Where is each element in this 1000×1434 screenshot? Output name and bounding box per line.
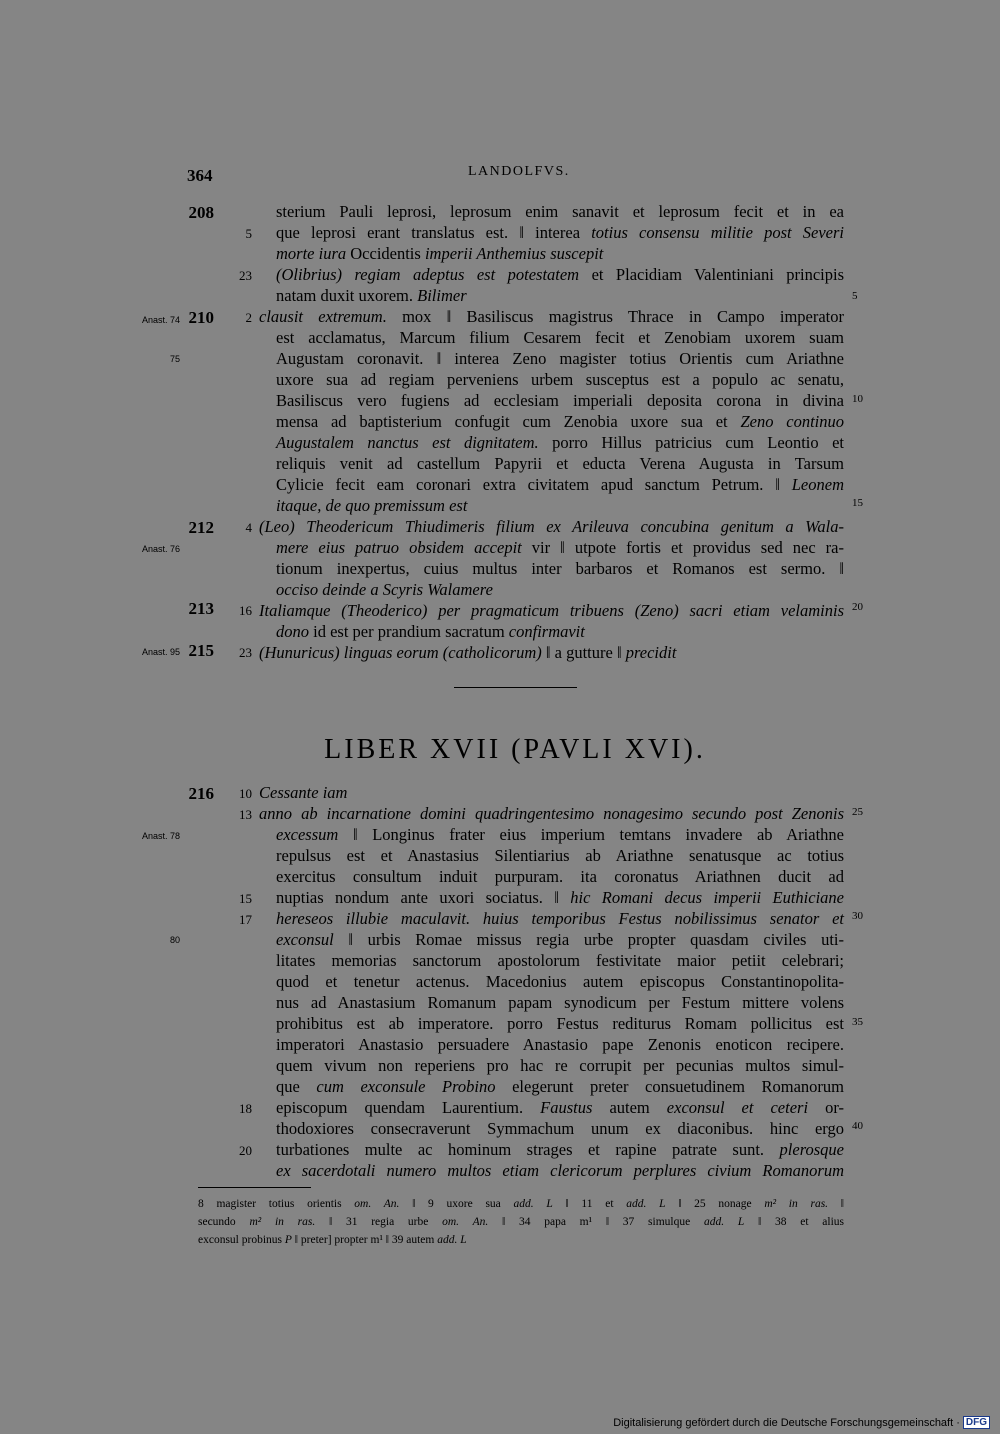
- text-run: Augustam coronavit. ‖ interea Zeno magister totius Orientis cum Ariathne: [276, 349, 844, 368]
- line-count: 35: [852, 1016, 863, 1028]
- text-line: [276, 824, 844, 845]
- source-note: Anast. 95: [141, 647, 180, 657]
- running-head: LANDOLFVS.: [468, 164, 570, 179]
- italic-run: Augustalem nanctus est dignitatem.: [276, 433, 539, 452]
- source-line-number: 4: [245, 520, 252, 535]
- italic-run: totius consensu militie post Severi: [591, 223, 844, 242]
- margin-ref: 212: [188, 518, 214, 537]
- text-run: ‖ urbis Romae missus regia urbe propter quasdam civiles uti-: [333, 930, 844, 949]
- source-line-number: 10: [239, 786, 252, 801]
- footnote-rule: [198, 1187, 311, 1188]
- text-run: tionum inexpertus, cuius multus inter barbaros et Romanos est sermo. ‖: [276, 559, 844, 578]
- text-line: [276, 558, 844, 579]
- italic-run: (Olibrius) regiam adeptus est potestatem: [276, 265, 580, 284]
- text-run: 8 magister totius orientis: [198, 1198, 355, 1210]
- text-run: ‖ preter] propter m¹ ‖ 39 autem: [291, 1234, 438, 1246]
- text-line: [276, 1139, 844, 1160]
- text-run: elegerunt preter consuetudinem Romanorum: [495, 1077, 845, 1096]
- italic-run: Zeno continuo: [740, 412, 844, 431]
- line-count: 5: [852, 290, 858, 302]
- source-note: 80: [170, 935, 181, 945]
- text-run: prohibitus est ab imperatore. porro Festus rediturus Romam pollicitus est: [276, 1014, 844, 1033]
- text-run: vir ‖ utpote fortis et providus sed nec ra-: [521, 538, 844, 557]
- text-run: que: [276, 1077, 317, 1096]
- text-run: imperatori Anastasio persuadere Anastasio pape Zenonis enoticon recipere.: [276, 1035, 844, 1054]
- text-run: nuptias nondum ante uxori sociatus. ‖: [276, 888, 571, 907]
- text-run: reliquis venit ad castellum Papyrii et educta Verena Augusta in Tarsum: [276, 454, 844, 473]
- text-run: porro Hillus patricius cum Leontio et: [538, 433, 844, 452]
- text-run: secundo: [198, 1216, 250, 1228]
- italic-run: huius temporibus Festus nobilissimus senator et: [482, 909, 844, 928]
- italic-run: dono: [276, 622, 309, 641]
- italic-run: precidit: [625, 643, 677, 662]
- italic-run: Leonem: [791, 475, 844, 494]
- text-run: ‖ 25 nonage: [665, 1198, 765, 1210]
- source-line-number: 17: [239, 912, 252, 927]
- text-line: [276, 264, 844, 285]
- margin-ref: 210: [188, 308, 214, 327]
- text-run: exercitus consultum induit purpuram. ita coronatus Ariathnen ducit ad: [276, 867, 844, 886]
- text-line: [276, 453, 844, 474]
- line-count: 25: [852, 806, 863, 818]
- margin-ref: 213: [188, 599, 214, 618]
- text-run: autem: [592, 1098, 667, 1117]
- italic-run: imperii Anthemius suscepit: [424, 244, 604, 263]
- italic-run: anno ab incarnatione domini quadringentesimo nonagesimo secundo post Zenonis: [259, 804, 844, 823]
- text-run: ‖ a gutture ‖: [541, 643, 626, 662]
- text-run: Occidentis: [350, 244, 425, 263]
- book-title: LIBER XVII (PAVLI XVI).: [324, 734, 706, 765]
- text-line: [276, 887, 844, 908]
- text-line: [259, 600, 844, 621]
- text-line: [276, 1076, 844, 1097]
- text-line: [276, 1055, 844, 1076]
- text-run: thodoxiores consecraverunt Symmachum unum ex diaconibus. hinc ergo: [276, 1119, 844, 1138]
- text-line: [276, 201, 844, 222]
- text-line: [276, 1097, 844, 1118]
- italic-run: P: [284, 1234, 292, 1246]
- text-run: nus ad Anastasium Romanum papam synodicum per Festum mittere volens: [276, 993, 844, 1012]
- text-line: [276, 327, 844, 348]
- italic-run: m² in ras.: [249, 1216, 316, 1228]
- line-count: 20: [852, 601, 863, 613]
- text-run: mox ‖ Basiliscus magistrus Thrace in Campo imperator: [386, 307, 844, 326]
- line-count: 40: [852, 1120, 863, 1132]
- margin-ref: 215: [188, 641, 214, 660]
- text-run: ‖ 9 uxore sua: [399, 1198, 514, 1210]
- italic-run: occiso deinde a Scyris Walamere: [276, 580, 493, 599]
- line-count: 30: [852, 910, 863, 922]
- source-note: Anast. 76: [141, 544, 180, 554]
- text-run: ‖ 34 papa m¹ ‖ 37 simulque: [488, 1216, 704, 1228]
- page-number: 364: [187, 166, 213, 185]
- text-line: [276, 971, 844, 992]
- italic-run: hic Romani decus imperii Euthiciane: [570, 888, 844, 907]
- text-line: [276, 929, 844, 950]
- text-run: Basiliscus vero fugiens ad ecclesiam imperiali deposita corona in divina: [276, 391, 844, 410]
- italic-run: ex sacerdotali numero multos etiam clericorum perplures civium Romanorum: [276, 1161, 844, 1180]
- text-line: [276, 992, 844, 1013]
- source-line-number: 18: [239, 1101, 252, 1116]
- text-line: [276, 369, 844, 390]
- text-line: [276, 390, 844, 411]
- italic-run: mere eius patruo obsidem accepit: [276, 538, 522, 557]
- italic-run: add. L: [513, 1198, 553, 1210]
- text-run: ‖ 31 regia urbe: [315, 1216, 443, 1228]
- text-line: [276, 222, 844, 243]
- text-line: [259, 306, 844, 327]
- text-line: [259, 782, 844, 803]
- text-line: [276, 1118, 844, 1139]
- text-run: natam duxit uxorem.: [276, 286, 418, 305]
- source-note: Anast. 74: [141, 315, 180, 325]
- italic-run: add. L: [437, 1234, 467, 1246]
- italic-run: Cessante iam: [259, 783, 348, 802]
- italic-run: exconsul et ceteri: [666, 1098, 809, 1117]
- text-line: [276, 950, 844, 971]
- text-run: id est per prandium sacratum: [309, 622, 509, 641]
- italic-run: confirmavit: [508, 622, 585, 641]
- text-run: que leprosi erant translatus est. ‖ interea: [276, 223, 592, 242]
- dfg-logo: DFG: [963, 1416, 990, 1429]
- text-run: ‖ Longinus frater eius imperium temtans invadere ab Ariathne: [338, 825, 844, 844]
- text-line: [276, 866, 844, 887]
- text-run: sterium Pauli leprosi, leprosum enim sanavit et leprosum fecit et in ea: [276, 202, 844, 221]
- line-count: 10: [852, 393, 863, 405]
- text-run: turbationes multe ac hominum strages et rapine patrate sunt.: [276, 1140, 780, 1159]
- text-run: uxore sua ad regiam perveniens urbem susceptus est a populo ac senatu,: [276, 370, 844, 389]
- text-run: ‖: [828, 1198, 844, 1210]
- text-line: [259, 803, 844, 824]
- funding-credit: [613, 1416, 990, 1429]
- text-line: [276, 1160, 844, 1181]
- footnote-line: [198, 1232, 844, 1249]
- italic-run: itaque, de quo premissum est: [276, 496, 468, 515]
- italic-run: excessum: [276, 825, 339, 844]
- italic-run: (Leo) Theodericum Thiudimeris filium ex Arileuva concubina genitum a Wala-: [259, 517, 844, 536]
- text-line: [259, 642, 844, 663]
- text-line: [276, 537, 844, 558]
- source-line-number: 16: [239, 603, 252, 618]
- text-run: repulsus est et Anastasius Silentiarius ab Ariathne senatusque ac totius: [276, 846, 844, 865]
- credit-text: Digitalisierung gefördert durch die Deutsche Forschungsgemeinschaft ·: [613, 1416, 960, 1429]
- italic-run: clausit extremum.: [259, 307, 387, 326]
- text-line: [259, 516, 844, 537]
- italic-run: Bilimer: [417, 286, 467, 305]
- text-run: et Placidiam Valentiniani principis: [579, 265, 844, 284]
- text-line: [276, 1034, 844, 1055]
- text-run: litates memorias sanctorum apostolorum festivitate maior petiit celebrari;: [276, 951, 844, 970]
- text-run: exconsul probinus: [198, 1234, 285, 1246]
- footnote-line: [198, 1196, 844, 1213]
- text-run: Cylicie fecit eam coronari extra civitatem apud sanctum Petrum. ‖: [276, 475, 792, 494]
- line-count: 15: [852, 497, 863, 509]
- source-line-number: 2: [245, 310, 252, 325]
- text-run: est acclamatus, Marcum filium Cesarem fecit et Zenobiam uxorem suam: [276, 328, 844, 347]
- section-rule: [454, 687, 577, 688]
- italic-run: add. L: [703, 1216, 745, 1228]
- text-run: ‖ 11 et: [552, 1198, 627, 1210]
- text-line: [276, 495, 844, 516]
- text-line: [276, 348, 844, 369]
- text-run: [470, 909, 483, 928]
- source-line-number: 15: [239, 891, 252, 906]
- footnote-line: [198, 1214, 844, 1231]
- margin-ref: 208: [188, 203, 214, 222]
- text-run: episcopum quendam Laurentium.: [276, 1098, 541, 1117]
- italic-run: Italiamque (Theoderico) per pragmaticum tribuens (Zeno) sacri etiam velaminis: [259, 601, 844, 620]
- text-line: [276, 474, 844, 495]
- text-line: [276, 1013, 844, 1034]
- source-note: 75: [170, 354, 181, 364]
- margin-ref: 216: [188, 784, 214, 803]
- text-line: [276, 621, 844, 642]
- text-run: quem vivum non reperiens pro hac re corrupit per pecunias multos simul-: [276, 1056, 844, 1075]
- italic-run: om. An.: [354, 1198, 400, 1210]
- text-run: ‖ 38 et alius: [744, 1216, 844, 1228]
- source-line-number: 23: [239, 645, 252, 660]
- italic-run: add. L: [626, 1198, 666, 1210]
- source-note: Anast. 78: [141, 831, 180, 841]
- italic-run: m² in ras.: [764, 1198, 829, 1210]
- source-line-number: 23: [239, 268, 252, 283]
- italic-run: morte iura: [276, 244, 351, 263]
- italic-run: (Hunuricus) linguas eorum (catholicorum): [259, 643, 542, 662]
- text-line: [276, 285, 844, 306]
- source-line-number: 5: [245, 226, 252, 241]
- text-line: [276, 908, 844, 929]
- text-run: or-: [808, 1098, 844, 1117]
- source-line-number: 20: [239, 1143, 252, 1158]
- italic-run: om. An.: [442, 1216, 489, 1228]
- text-line: [276, 845, 844, 866]
- text-line: [276, 579, 844, 600]
- italic-run: cum exconsule Probino: [316, 1077, 496, 1096]
- text-line: [276, 432, 844, 453]
- italic-run: hereseos illubie maculavit.: [276, 909, 471, 928]
- italic-run: Faustus: [540, 1098, 593, 1117]
- italic-run: plerosque: [779, 1140, 844, 1159]
- text-line: [276, 243, 844, 264]
- text-run: quod et tenetur actenus. Macedonius autem episcopus Constantinopolita-: [276, 972, 844, 991]
- text-run: mensa ad baptisterium confugit cum Zenobia uxore sua et: [276, 412, 741, 431]
- italic-run: exconsul: [276, 930, 334, 949]
- text-line: [276, 411, 844, 432]
- source-line-number: 13: [239, 807, 252, 822]
